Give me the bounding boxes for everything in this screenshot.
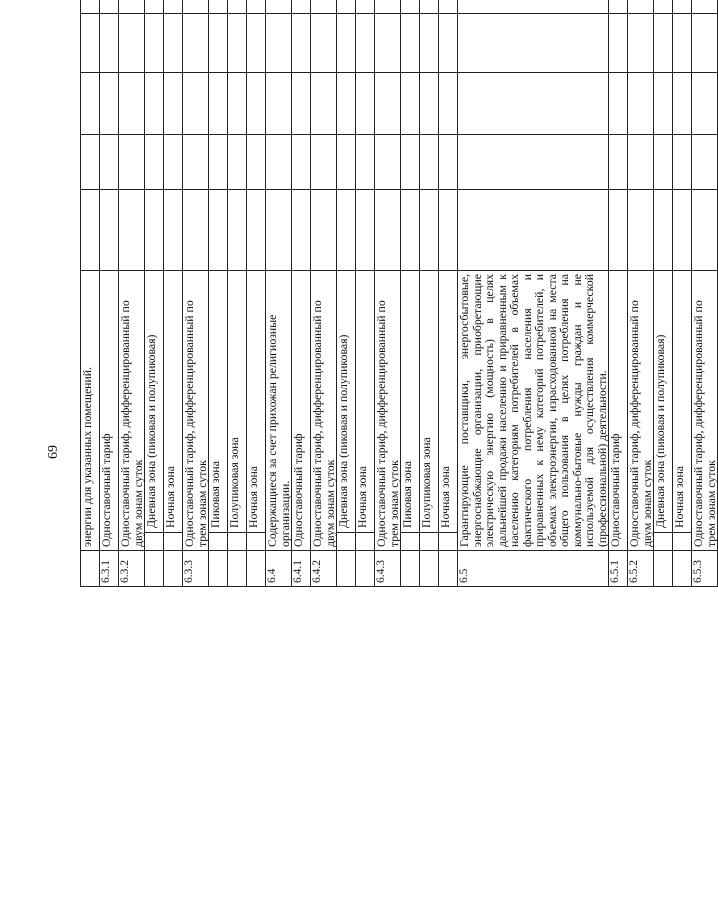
value-cell — [401, 13, 420, 72]
table-row — [375, 0, 401, 587]
value-cell — [311, 134, 337, 189]
value-cell — [209, 72, 228, 134]
value-cell — [337, 72, 356, 134]
value-cell — [164, 0, 183, 13]
value-cell — [228, 134, 247, 189]
value-cell — [119, 134, 145, 189]
row-number: 6.4.1 — [292, 551, 311, 587]
row-number — [81, 551, 100, 587]
table-row — [183, 0, 209, 587]
value-cell — [228, 189, 247, 270]
value-cell — [247, 134, 266, 189]
value-cell — [673, 189, 692, 270]
value-cell — [420, 0, 439, 13]
row-number: 6.5.1 — [609, 551, 628, 587]
row-number: 6.5 — [458, 551, 609, 587]
row-number — [337, 551, 356, 587]
value-cell — [420, 13, 439, 72]
value-cell — [164, 13, 183, 72]
row-description: Одноставочный тариф, дифференцированный по трем зонам суток — [692, 270, 718, 550]
value-cell — [145, 72, 164, 134]
value-cell — [100, 72, 119, 134]
value-cell — [654, 0, 673, 13]
value-cell — [609, 134, 628, 189]
value-cell — [247, 13, 266, 72]
tariff-table — [80, 0, 718, 587]
value-cell — [439, 134, 458, 189]
value-cell — [692, 0, 718, 13]
value-cell — [439, 72, 458, 134]
value-cell — [609, 0, 628, 13]
row-description: Полупиковая зона — [420, 270, 439, 550]
value-cell — [228, 0, 247, 13]
value-cell — [311, 13, 337, 72]
row-number — [145, 551, 164, 587]
table-row — [145, 0, 164, 587]
value-cell — [292, 0, 311, 13]
row-number — [164, 551, 183, 587]
value-cell — [81, 0, 100, 13]
value-cell — [81, 13, 100, 72]
value-cell — [654, 13, 673, 72]
value-cell — [164, 72, 183, 134]
value-cell — [209, 189, 228, 270]
table-row — [439, 0, 458, 587]
value-cell — [673, 0, 692, 13]
row-number: 6.3.3 — [183, 551, 209, 587]
row-number — [356, 551, 375, 587]
value-cell — [628, 72, 654, 134]
value-cell — [266, 0, 292, 13]
value-cell — [81, 72, 100, 134]
value-cell — [266, 134, 292, 189]
row-description: Одноставочный тариф, дифференцированный по трем зонам суток — [183, 270, 209, 550]
table-row — [692, 0, 718, 587]
value-cell — [375, 0, 401, 13]
value-cell — [145, 189, 164, 270]
row-description: Ночная зона — [247, 270, 266, 550]
value-cell — [183, 189, 209, 270]
table-row — [228, 0, 247, 587]
row-description: Ночная зона — [439, 270, 458, 550]
value-cell — [145, 13, 164, 72]
row-description: энергии для указанных помещений. — [81, 270, 100, 550]
value-cell — [420, 189, 439, 270]
value-cell — [247, 189, 266, 270]
value-cell — [119, 0, 145, 13]
value-cell — [375, 13, 401, 72]
value-cell — [228, 72, 247, 134]
value-cell — [247, 72, 266, 134]
value-cell — [609, 189, 628, 270]
value-cell — [337, 0, 356, 13]
row-number — [228, 551, 247, 587]
value-cell — [375, 134, 401, 189]
value-cell — [119, 72, 145, 134]
row-description: Ночная зона — [356, 270, 375, 550]
table-row — [337, 0, 356, 587]
row-description: Пиковая зона — [401, 270, 420, 550]
value-cell — [164, 134, 183, 189]
value-cell — [356, 189, 375, 270]
value-cell — [337, 13, 356, 72]
value-cell — [292, 13, 311, 72]
value-cell — [628, 0, 654, 13]
value-cell — [654, 189, 673, 270]
row-number: 6.3.2 — [119, 551, 145, 587]
value-cell — [247, 0, 266, 13]
value-cell — [119, 13, 145, 72]
value-cell — [420, 72, 439, 134]
table-row — [81, 0, 100, 587]
row-number: 6.4 — [266, 551, 292, 587]
row-number: 6.4.2 — [311, 551, 337, 587]
row-description: Ночная зона — [164, 270, 183, 550]
value-cell — [439, 13, 458, 72]
row-number: 6.3.1 — [100, 551, 119, 587]
row-description: Содержащиеся за счет прихожан религиозные организации. — [266, 270, 292, 550]
value-cell — [692, 134, 718, 189]
value-cell — [292, 134, 311, 189]
value-cell — [119, 189, 145, 270]
value-cell — [145, 0, 164, 13]
value-cell — [266, 72, 292, 134]
table-row — [266, 0, 292, 587]
value-cell — [81, 189, 100, 270]
row-description: Полупиковая зона — [228, 270, 247, 550]
value-cell — [100, 134, 119, 189]
row-number: 6.5.3 — [692, 551, 718, 587]
value-cell — [145, 134, 164, 189]
value-cell — [458, 72, 609, 134]
value-cell — [654, 72, 673, 134]
row-description: Одноставочный тариф, дифференцированный по трем зонам суток — [375, 270, 401, 550]
value-cell — [228, 13, 247, 72]
page-number: 69 — [46, 445, 61, 459]
value-cell — [628, 189, 654, 270]
row-number — [654, 551, 673, 587]
rotated-table-container — [80, 115, 718, 860]
value-cell — [692, 189, 718, 270]
table-row — [247, 0, 266, 587]
value-cell — [420, 134, 439, 189]
value-cell — [458, 134, 609, 189]
table-row — [609, 0, 628, 587]
value-cell — [311, 72, 337, 134]
value-cell — [266, 13, 292, 72]
table-row — [119, 0, 145, 587]
value-cell — [628, 134, 654, 189]
value-cell — [609, 13, 628, 72]
value-cell — [183, 134, 209, 189]
table-row — [401, 0, 420, 587]
value-cell — [209, 13, 228, 72]
value-cell — [266, 189, 292, 270]
value-cell — [401, 189, 420, 270]
value-cell — [609, 72, 628, 134]
value-cell — [401, 72, 420, 134]
row-number — [673, 551, 692, 587]
value-cell — [356, 134, 375, 189]
row-description: Дневная зона (пиковая и полупиковая) — [337, 270, 356, 550]
value-cell — [100, 189, 119, 270]
table-row — [100, 0, 119, 587]
table-row — [209, 0, 228, 587]
value-cell — [164, 189, 183, 270]
value-cell — [209, 0, 228, 13]
value-cell — [439, 0, 458, 13]
value-cell — [654, 134, 673, 189]
value-cell — [183, 72, 209, 134]
row-number — [401, 551, 420, 587]
value-cell — [692, 13, 718, 72]
row-description: Гарантирующие поставщики, энергосбытовые, энергоснабжающие организации, приобретающие электрическую энергию (мощность) в целях дальнейшей продажи населению и приравненным к населению категориям потребителей в объемах фактического потребления населения и приравненных к нему категорий потребителей, и объемах электроэнергии, израсходованной на места общего пользования в целях потребления на коммунально-бытовые нужды граждан и не используемой для осуществления коммерческой (профессиональной) деятельности. — [458, 270, 609, 550]
row-number: 6.5.2 — [628, 551, 654, 587]
row-description: Ночная зона — [673, 270, 692, 550]
table-row — [356, 0, 375, 587]
row-description: Одноставочный тариф — [609, 270, 628, 550]
table-row — [458, 0, 609, 587]
table-row — [628, 0, 654, 587]
table-row — [311, 0, 337, 587]
table-row — [420, 0, 439, 587]
value-cell — [209, 134, 228, 189]
row-description: Дневная зона (пиковая и полупиковая) — [145, 270, 164, 550]
value-cell — [356, 0, 375, 13]
table-row — [164, 0, 183, 587]
table-row — [673, 0, 692, 587]
value-cell — [292, 189, 311, 270]
value-cell — [673, 134, 692, 189]
value-cell — [628, 13, 654, 72]
value-cell — [292, 72, 311, 134]
value-cell — [458, 189, 609, 270]
value-cell — [337, 134, 356, 189]
table-body — [81, 0, 718, 587]
value-cell — [81, 134, 100, 189]
value-cell — [311, 189, 337, 270]
value-cell — [458, 0, 609, 13]
row-number — [209, 551, 228, 587]
value-cell — [337, 189, 356, 270]
row-number: 6.4.3 — [375, 551, 401, 587]
table-row — [654, 0, 673, 587]
value-cell — [375, 72, 401, 134]
value-cell — [311, 0, 337, 13]
value-cell — [458, 13, 609, 72]
value-cell — [692, 72, 718, 134]
row-number — [420, 551, 439, 587]
value-cell — [183, 13, 209, 72]
row-number — [439, 551, 458, 587]
row-description: Одноставочный тариф — [292, 270, 311, 550]
row-description: Одноставочный тариф, дифференцированный по двум зонам суток — [119, 270, 145, 550]
value-cell — [100, 13, 119, 72]
value-cell — [401, 134, 420, 189]
value-cell — [183, 0, 209, 13]
row-number — [247, 551, 266, 587]
row-description: Одноставочный тариф — [100, 270, 119, 550]
value-cell — [356, 13, 375, 72]
value-cell — [356, 72, 375, 134]
value-cell — [401, 0, 420, 13]
value-cell — [100, 0, 119, 13]
table-row — [292, 0, 311, 587]
row-description: Одноставочный тариф, дифференцированный по двум зонам суток — [628, 270, 654, 550]
row-description: Дневная зона (пиковая и полупиковая) — [654, 270, 673, 550]
value-cell — [673, 72, 692, 134]
row-description: Одноставочный тариф, дифференцированный по двум зонам суток — [311, 270, 337, 550]
value-cell — [375, 189, 401, 270]
row-description: Пиковая зона — [209, 270, 228, 550]
value-cell — [673, 13, 692, 72]
value-cell — [439, 189, 458, 270]
